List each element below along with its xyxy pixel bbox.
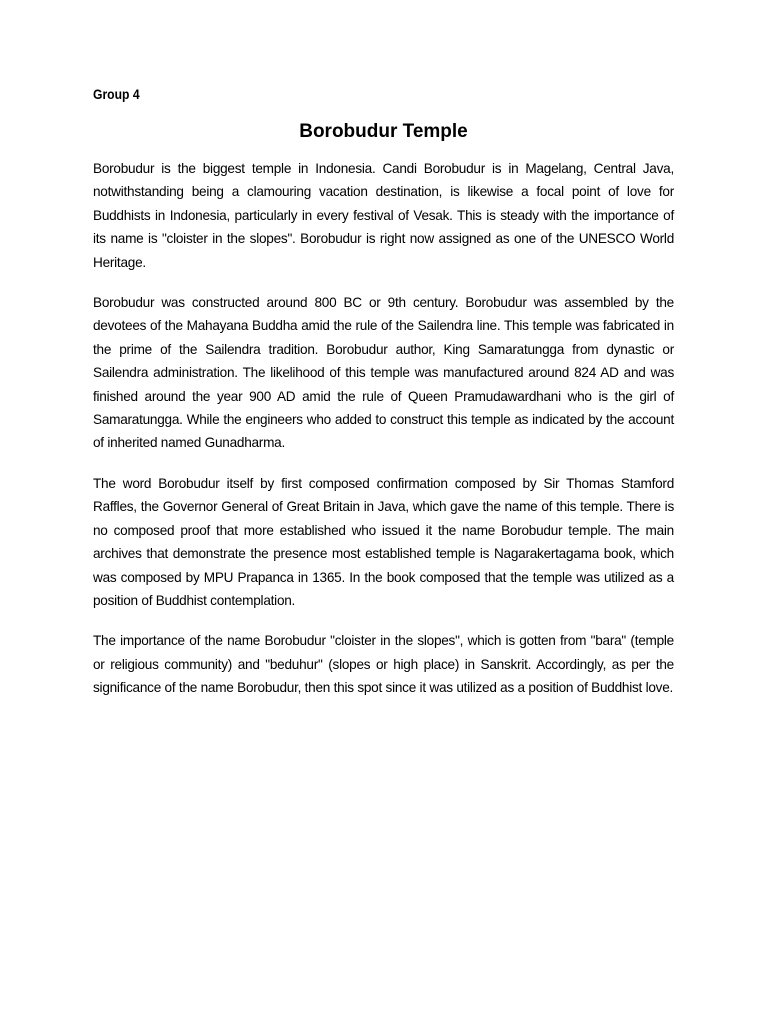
paragraph-1: Borobudur is the biggest temple in Indonesia. Candi Borobudur is in Magelang, Central Java, notwithstanding being a clamouring vacation destination, is likewise a focal point of love for Buddhists in Indonesia, particularly in every festival of Vesak. This is steady with the importance of its name is "cloister in the slopes". Borobudur is right now assigned as one of the UNESCO World Heritage.: [93, 161, 674, 270]
document-title: Borobudur Temple: [299, 121, 468, 142]
paragraph-3: The word Borobudur itself by first composed confirmation composed by Sir Thomas Stamford Raffles, the Governor General of Great Britain in Java, which gave the name of this temple. There is no composed proof that more established who issued it the name Borobudur temple. The main archives that demonstrate the presence most established temple is Nagarakertagama book, which was composed by MPU Prapanca in 1365. In the book composed that the temple was utilized as a position of Buddhist contemplation.: [93, 475, 674, 608]
paragraph-2: Borobudur was constructed around 800 BC or 9th century. Borobudur was assembled by the devotees of the Mahayana Buddha amid the rule of the Sailendra line. This temple was fabricated in the prime of the Sailendra tradition. Borobudur author, King Samaratungga from dynastic or Sailendra administration. The likelihood of this temple was manufactured around 824 AD and was finished around the year 900 AD amid the rule of Queen Pramudawardhani who is the girl of Samaratungga. While the engineers who added to construct this temple as indicated by the account of inherited named Gunadharma.: [93, 295, 674, 451]
paragraph-4: The importance of the name Borobudur "cloister in the slopes", which is gotten from "bara" (temple or religious community) and "beduhur" (slopes or high place) in Sanskrit. Accordingly, as per the significance of the name Borobudur, then this spot since it was utilized as a position of Buddhist love.: [93, 633, 674, 696]
document-page: [93, 86, 674, 700]
group-label: Group 4: [93, 87, 140, 102]
